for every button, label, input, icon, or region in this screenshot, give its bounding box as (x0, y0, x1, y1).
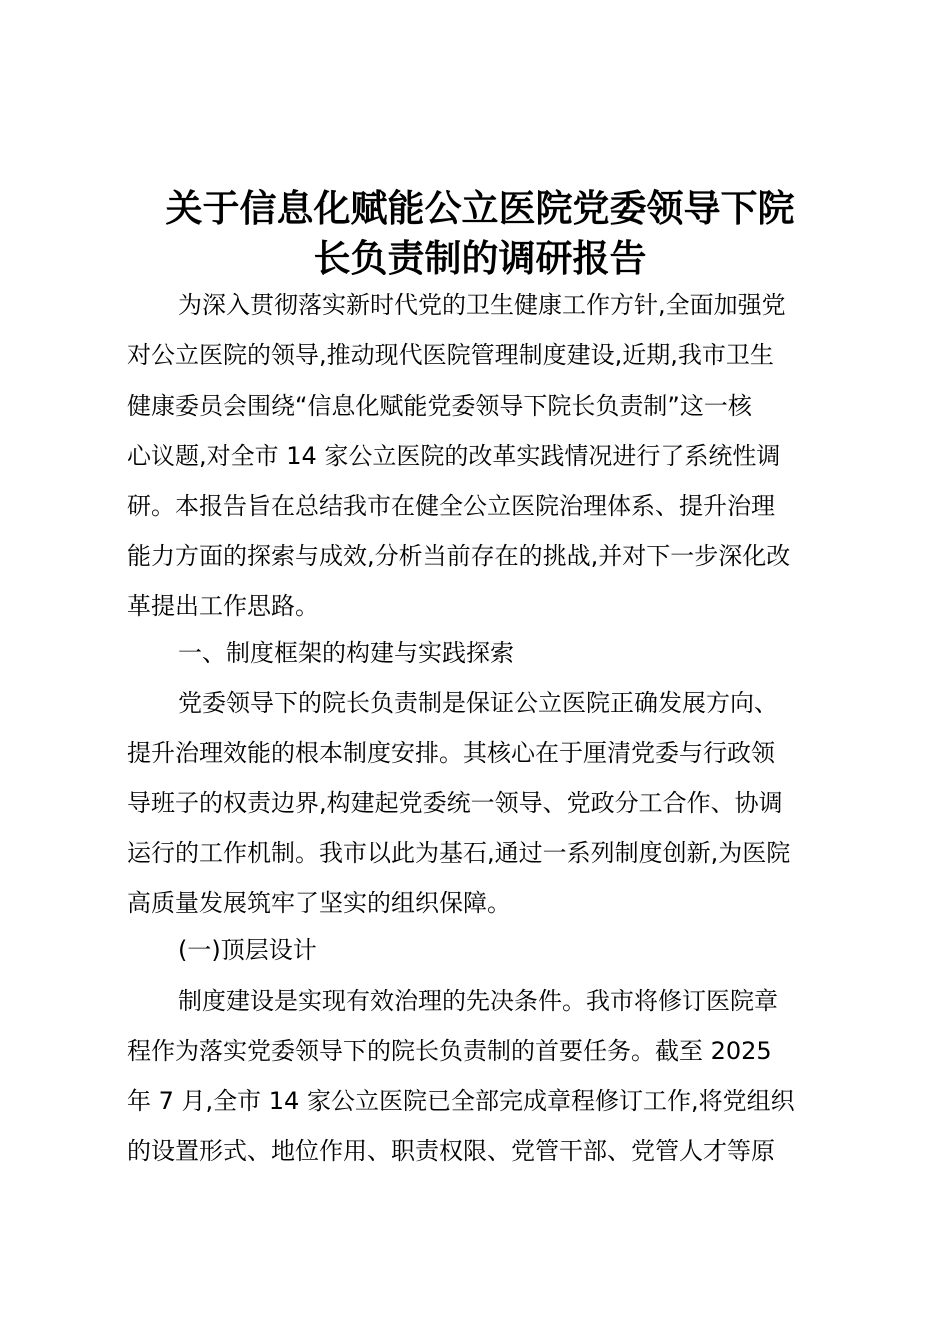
paragraph-line: 程作为落实党委领导下的院长负责制的首要任务。截至 2025 (127, 1037, 772, 1065)
paragraph-line: 心议题,对全市 14 家公立医院的改革实践情况进行了系统性调 (127, 442, 781, 470)
paragraph-line: 能力方面的探索与成效,分析当前存在的挑战,并对下一步深化改 (127, 542, 791, 570)
paragraph-line: 为深入贯彻落实新时代党的卫生健康工作方针,全面加强党 (178, 291, 786, 319)
document-title-line-1: 关于信息化赋能公立医院党委领导下院 (165, 187, 795, 230)
document-title-line-2: 长负责制的调研报告 (313, 237, 647, 280)
paragraph-line: 对公立医院的领导,推动现代医院管理制度建设,近期,我市卫生 (127, 341, 774, 369)
paragraph-line: 提升治理效能的根本制度安排。其核心在于厘清党委与行政领 (127, 739, 775, 767)
paragraph-line: 运行的工作机制。我市以此为基石,通过一系列制度创新,为医院 (127, 839, 791, 867)
paragraph-line: 的设置形式、地位作用、职责权限、党管干部、党管人才等原 (127, 1137, 775, 1165)
paragraph-line: 革提出工作思路。 (127, 592, 319, 620)
subsection-heading: (一)顶层设计 (178, 936, 317, 964)
paragraph-line: 健康委员会围绕“信息化赋能党委领导下院长负责制”这一核 (127, 392, 752, 420)
paragraph-line: 党委领导下的院长负责制是保证公立医院正确发展方向、 (178, 689, 778, 717)
paragraph-line: 导班子的权责边界,构建起党委统一领导、党政分工合作、协调 (127, 789, 783, 817)
paragraph-line: 研。本报告旨在总结我市在健全公立医院治理体系、提升治理 (127, 492, 775, 520)
paragraph-line: 高质量发展筑牢了坚实的组织保障。 (127, 889, 511, 917)
paragraph-line: 制度建设是实现有效治理的先决条件。我市将修订医院章 (178, 987, 778, 1015)
paragraph-line: 年 7 月,全市 14 家公立医院已全部完成章程修订工作,将党组织 (127, 1087, 795, 1115)
section-heading: 一、制度框架的构建与实践探索 (178, 639, 514, 667)
